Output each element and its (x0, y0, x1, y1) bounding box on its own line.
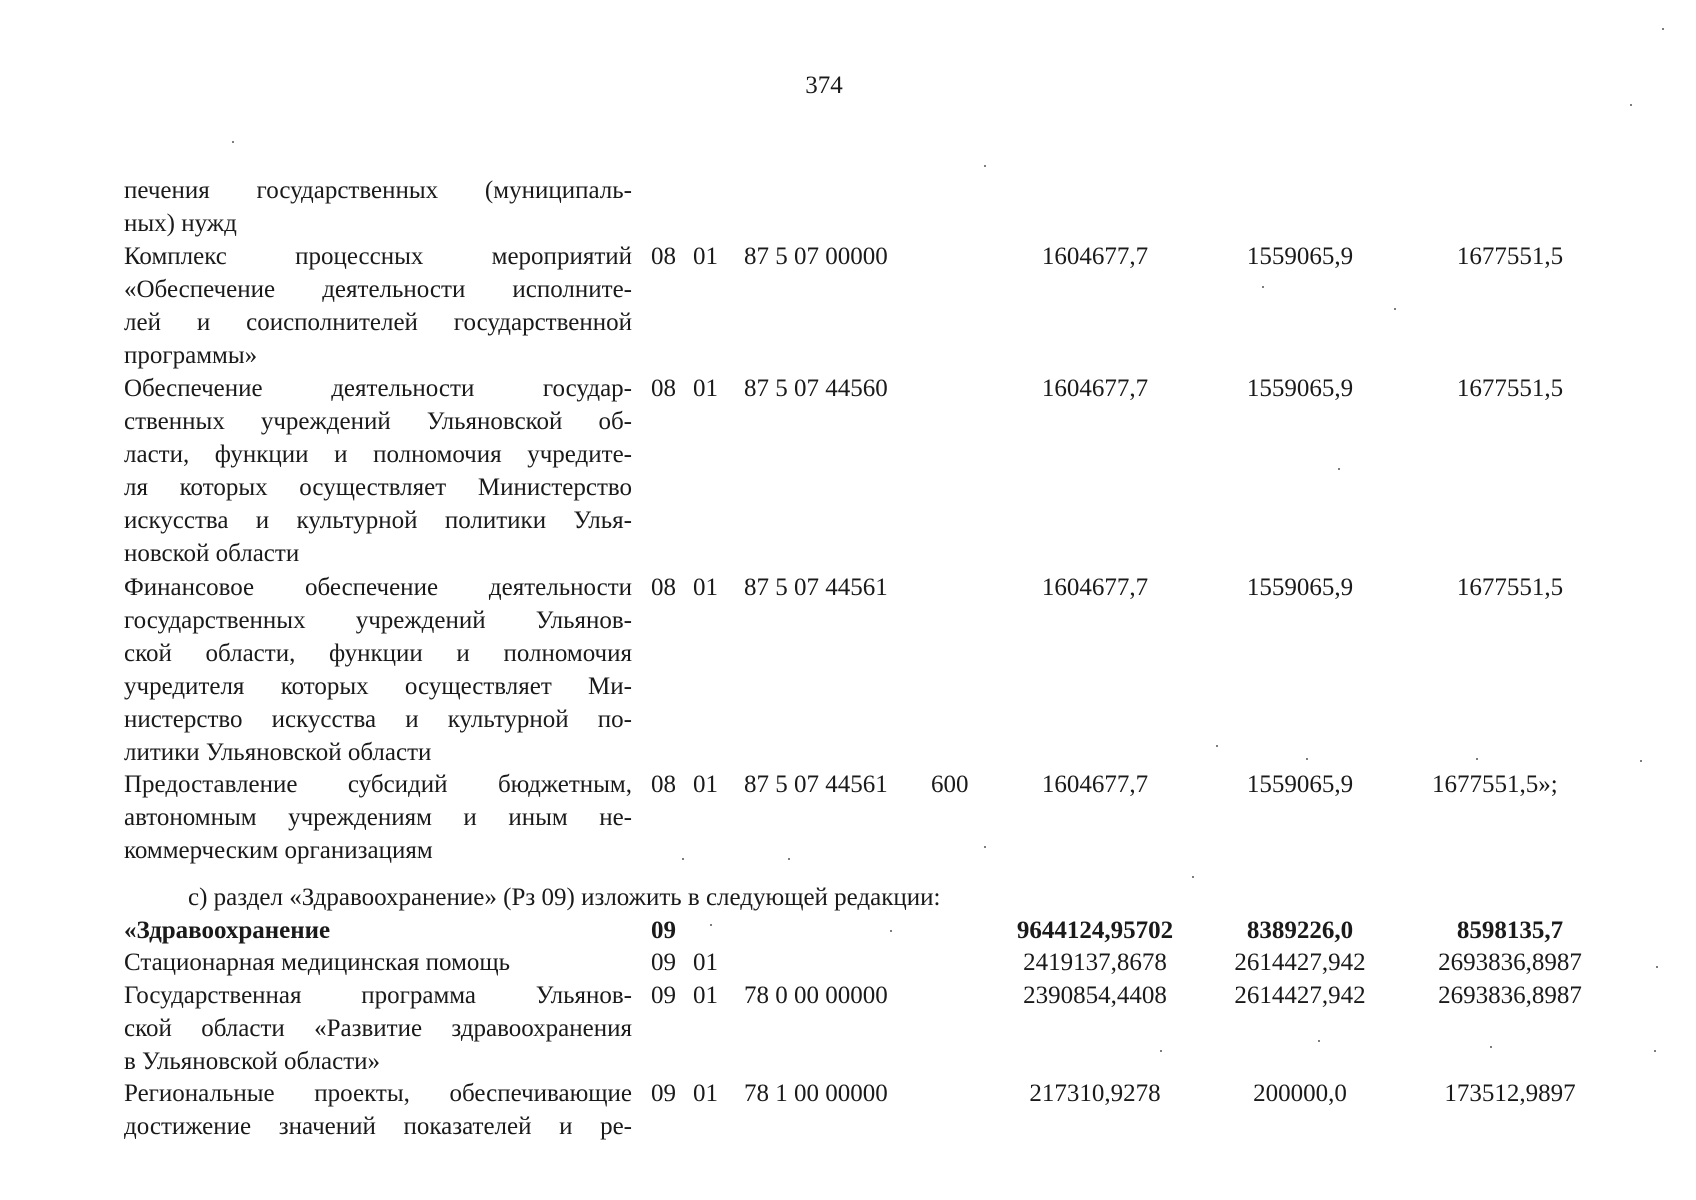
scan-speck (1662, 28, 1664, 30)
amount-year-1: 1604677,7 (1041, 243, 1149, 270)
section-code: 09 (651, 1080, 676, 1107)
section-code: 08 (651, 574, 676, 601)
description-line: ля которых осуществляет Министерство (124, 474, 632, 501)
description-line: автономным учреждениям и иным не- (124, 804, 632, 831)
scan-speck (1160, 1050, 1162, 1052)
amount-year-1: 217310,9278 (1029, 1080, 1161, 1107)
section-code: 08 (651, 243, 676, 270)
subsection-code: 01 (693, 771, 718, 798)
amount-year-1: 1604677,7 (1041, 771, 1149, 798)
amount-year-3: 1677551,5 (1456, 243, 1564, 270)
description-line: Государственная программа Ульянов- (124, 982, 632, 1009)
scan-speck (1656, 966, 1658, 968)
scan-speck (1640, 760, 1642, 762)
amount-year-3: 8598135,7 (1456, 917, 1564, 944)
target-article-code: 87 5 07 00000 (744, 243, 888, 270)
row-description (124, 768, 632, 867)
amount-year-3: 1677551,5»; (1432, 771, 1558, 798)
description-line: нистерство искусства и культурной по- (124, 706, 632, 733)
scan-speck (232, 141, 234, 143)
section-code: 09 (651, 982, 676, 1009)
description-line: достижение значений показателей и ре- (124, 1113, 632, 1140)
row-description (124, 1077, 632, 1143)
description-line: Предоставление субсидий бюджетным, (124, 771, 632, 798)
scan-speck (1654, 1050, 1656, 1052)
description-line: Стационарная медицинская помощь (124, 949, 511, 976)
section-code: 09 (651, 917, 676, 944)
amount-year-2: 8389226,0 (1246, 917, 1354, 944)
scan-speck (1394, 308, 1396, 310)
scan-speck (1338, 468, 1340, 470)
description-line: коммерческим организациям (124, 837, 433, 864)
amount-year-2: 1559065,9 (1246, 574, 1354, 601)
scan-speck (1216, 745, 1218, 747)
description-line: Финансовое обеспечение деятельности (124, 574, 632, 601)
description-line: «Здравоохранение (124, 917, 331, 944)
amount-year-3: 2693836,8987 (1438, 982, 1582, 1009)
row-description (124, 914, 632, 947)
row-description (124, 979, 632, 1078)
target-article-code: 78 1 00 00000 (744, 1080, 888, 1107)
scan-speck (682, 858, 684, 860)
scan-speck (1476, 758, 1478, 760)
scan-speck (788, 858, 790, 860)
description-line: Региональные проекты, обеспечивающие (124, 1080, 632, 1107)
row-description (124, 372, 632, 570)
scan-speck (984, 846, 986, 848)
scan-speck (890, 930, 892, 932)
description-line: лей и соисполнителей государственной (124, 309, 632, 336)
amount-year-2: 200000,0 (1253, 1080, 1347, 1107)
amount-year-2: 1559065,9 (1246, 243, 1354, 270)
description-line: литики Ульяновской области (124, 739, 432, 766)
subsection-code: 01 (693, 375, 718, 402)
description-line: печения государственных (муниципаль- (124, 177, 632, 204)
row-description (124, 571, 632, 769)
amount-year-1: 2390854,4408 (1023, 982, 1167, 1009)
subsection-code: 01 (693, 574, 718, 601)
section-code: 08 (651, 375, 676, 402)
description-line: ской области «Развитие здравоохранения (124, 1015, 632, 1042)
scan-speck (1318, 1040, 1320, 1042)
row-description (124, 946, 632, 979)
amount-year-2: 1559065,9 (1246, 771, 1354, 798)
amount-year-2: 2614427,942 (1234, 982, 1366, 1009)
amount-year-1: 2419137,8678 (1023, 949, 1167, 976)
description-line: Комплекс процессных мероприятий (124, 243, 632, 270)
target-article-code: 87 5 07 44561 (744, 771, 888, 798)
target-article-code: 78 0 00 00000 (744, 982, 888, 1009)
description-line: ласти, функции и полномочия учредите- (124, 441, 632, 468)
description-line: новской области (124, 540, 300, 567)
scan-speck (710, 924, 712, 926)
description-line: в Ульяновской области» (124, 1048, 381, 1075)
amount-year-2: 1559065,9 (1246, 375, 1354, 402)
amount-year-2: 2614427,942 (1234, 949, 1366, 976)
row-description (124, 174, 632, 240)
description-line: искусства и культурной политики Улья- (124, 507, 632, 534)
amount-year-1: 9644124,95702 (1016, 917, 1174, 944)
scan-speck (1630, 104, 1632, 106)
description-line: ных) нужд (124, 210, 237, 237)
description-line: программы» (124, 342, 258, 369)
amount-year-3: 1677551,5 (1456, 574, 1564, 601)
description-line: «Обеспечение деятельности исполните- (124, 276, 632, 303)
subsection-code: 01 (693, 1080, 718, 1107)
description-line: государственных учреждений Ульянов- (124, 607, 632, 634)
target-article-code: 87 5 07 44561 (744, 574, 888, 601)
description-line: учредителя которых осуществляет Ми- (124, 673, 632, 700)
scan-speck (1306, 758, 1308, 760)
amount-year-3: 1677551,5 (1456, 375, 1564, 402)
amount-year-3: 2693836,8987 (1438, 949, 1582, 976)
amount-year-1: 1604677,7 (1041, 375, 1149, 402)
subsection-code: 01 (693, 243, 718, 270)
page-number: 374 (805, 72, 843, 99)
amount-year-3: 173512,9897 (1444, 1080, 1576, 1107)
amount-year-1: 1604677,7 (1041, 574, 1149, 601)
expense-type-code: 600 (931, 771, 969, 798)
scan-speck (1490, 1046, 1492, 1048)
subsection-code: 01 (693, 949, 718, 976)
section-code: 09 (651, 949, 676, 976)
scan-speck (1262, 286, 1264, 288)
scan-speck (984, 165, 986, 167)
target-article-code: 87 5 07 44560 (744, 375, 888, 402)
description-line: ственных учреждений Ульяновской об- (124, 408, 632, 435)
subsection-code: 01 (693, 982, 718, 1009)
section-note: с) раздел «Здравоохранение» (Рз 09) изложить в следующей редакции: (188, 884, 941, 911)
scan-speck (1192, 876, 1194, 878)
description-line: Обеспечение деятельности государ- (124, 375, 632, 402)
row-description (124, 240, 632, 372)
section-code: 08 (651, 771, 676, 798)
description-line: ской области, функции и полномочия (124, 640, 632, 667)
